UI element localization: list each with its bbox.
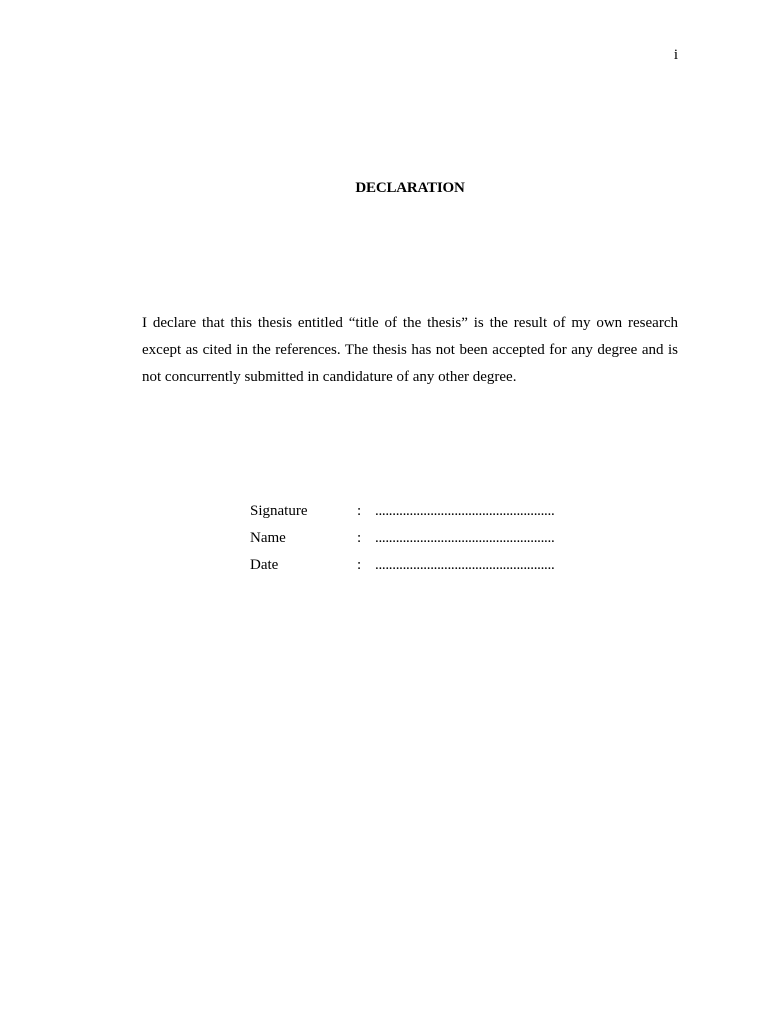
name-row: [250, 525, 554, 552]
name-label: Name: [250, 530, 286, 546]
date-colon: :: [357, 557, 362, 573]
signature-label: Signature: [250, 503, 308, 519]
date-line: ....................................................: [375, 557, 555, 573]
declaration-paragraph: I declare that this thesis entitled “title of the thesis” is the result of my own research except as cited in the references. The thesis has not been accepted for any degree and is not concurrently submitted in candidature of any other degree.: [142, 315, 678, 385]
signature-line: ....................................................: [375, 503, 555, 519]
date-row: [250, 552, 554, 579]
name-colon: :: [357, 530, 362, 546]
page-number: i: [673, 47, 678, 63]
name-line: ....................................................: [375, 530, 555, 546]
signature-colon: :: [357, 503, 362, 519]
date-label: Date: [250, 557, 279, 573]
signature-block: [250, 498, 554, 579]
page-title: DECLARATION: [355, 180, 465, 196]
signature-row: [250, 498, 554, 525]
